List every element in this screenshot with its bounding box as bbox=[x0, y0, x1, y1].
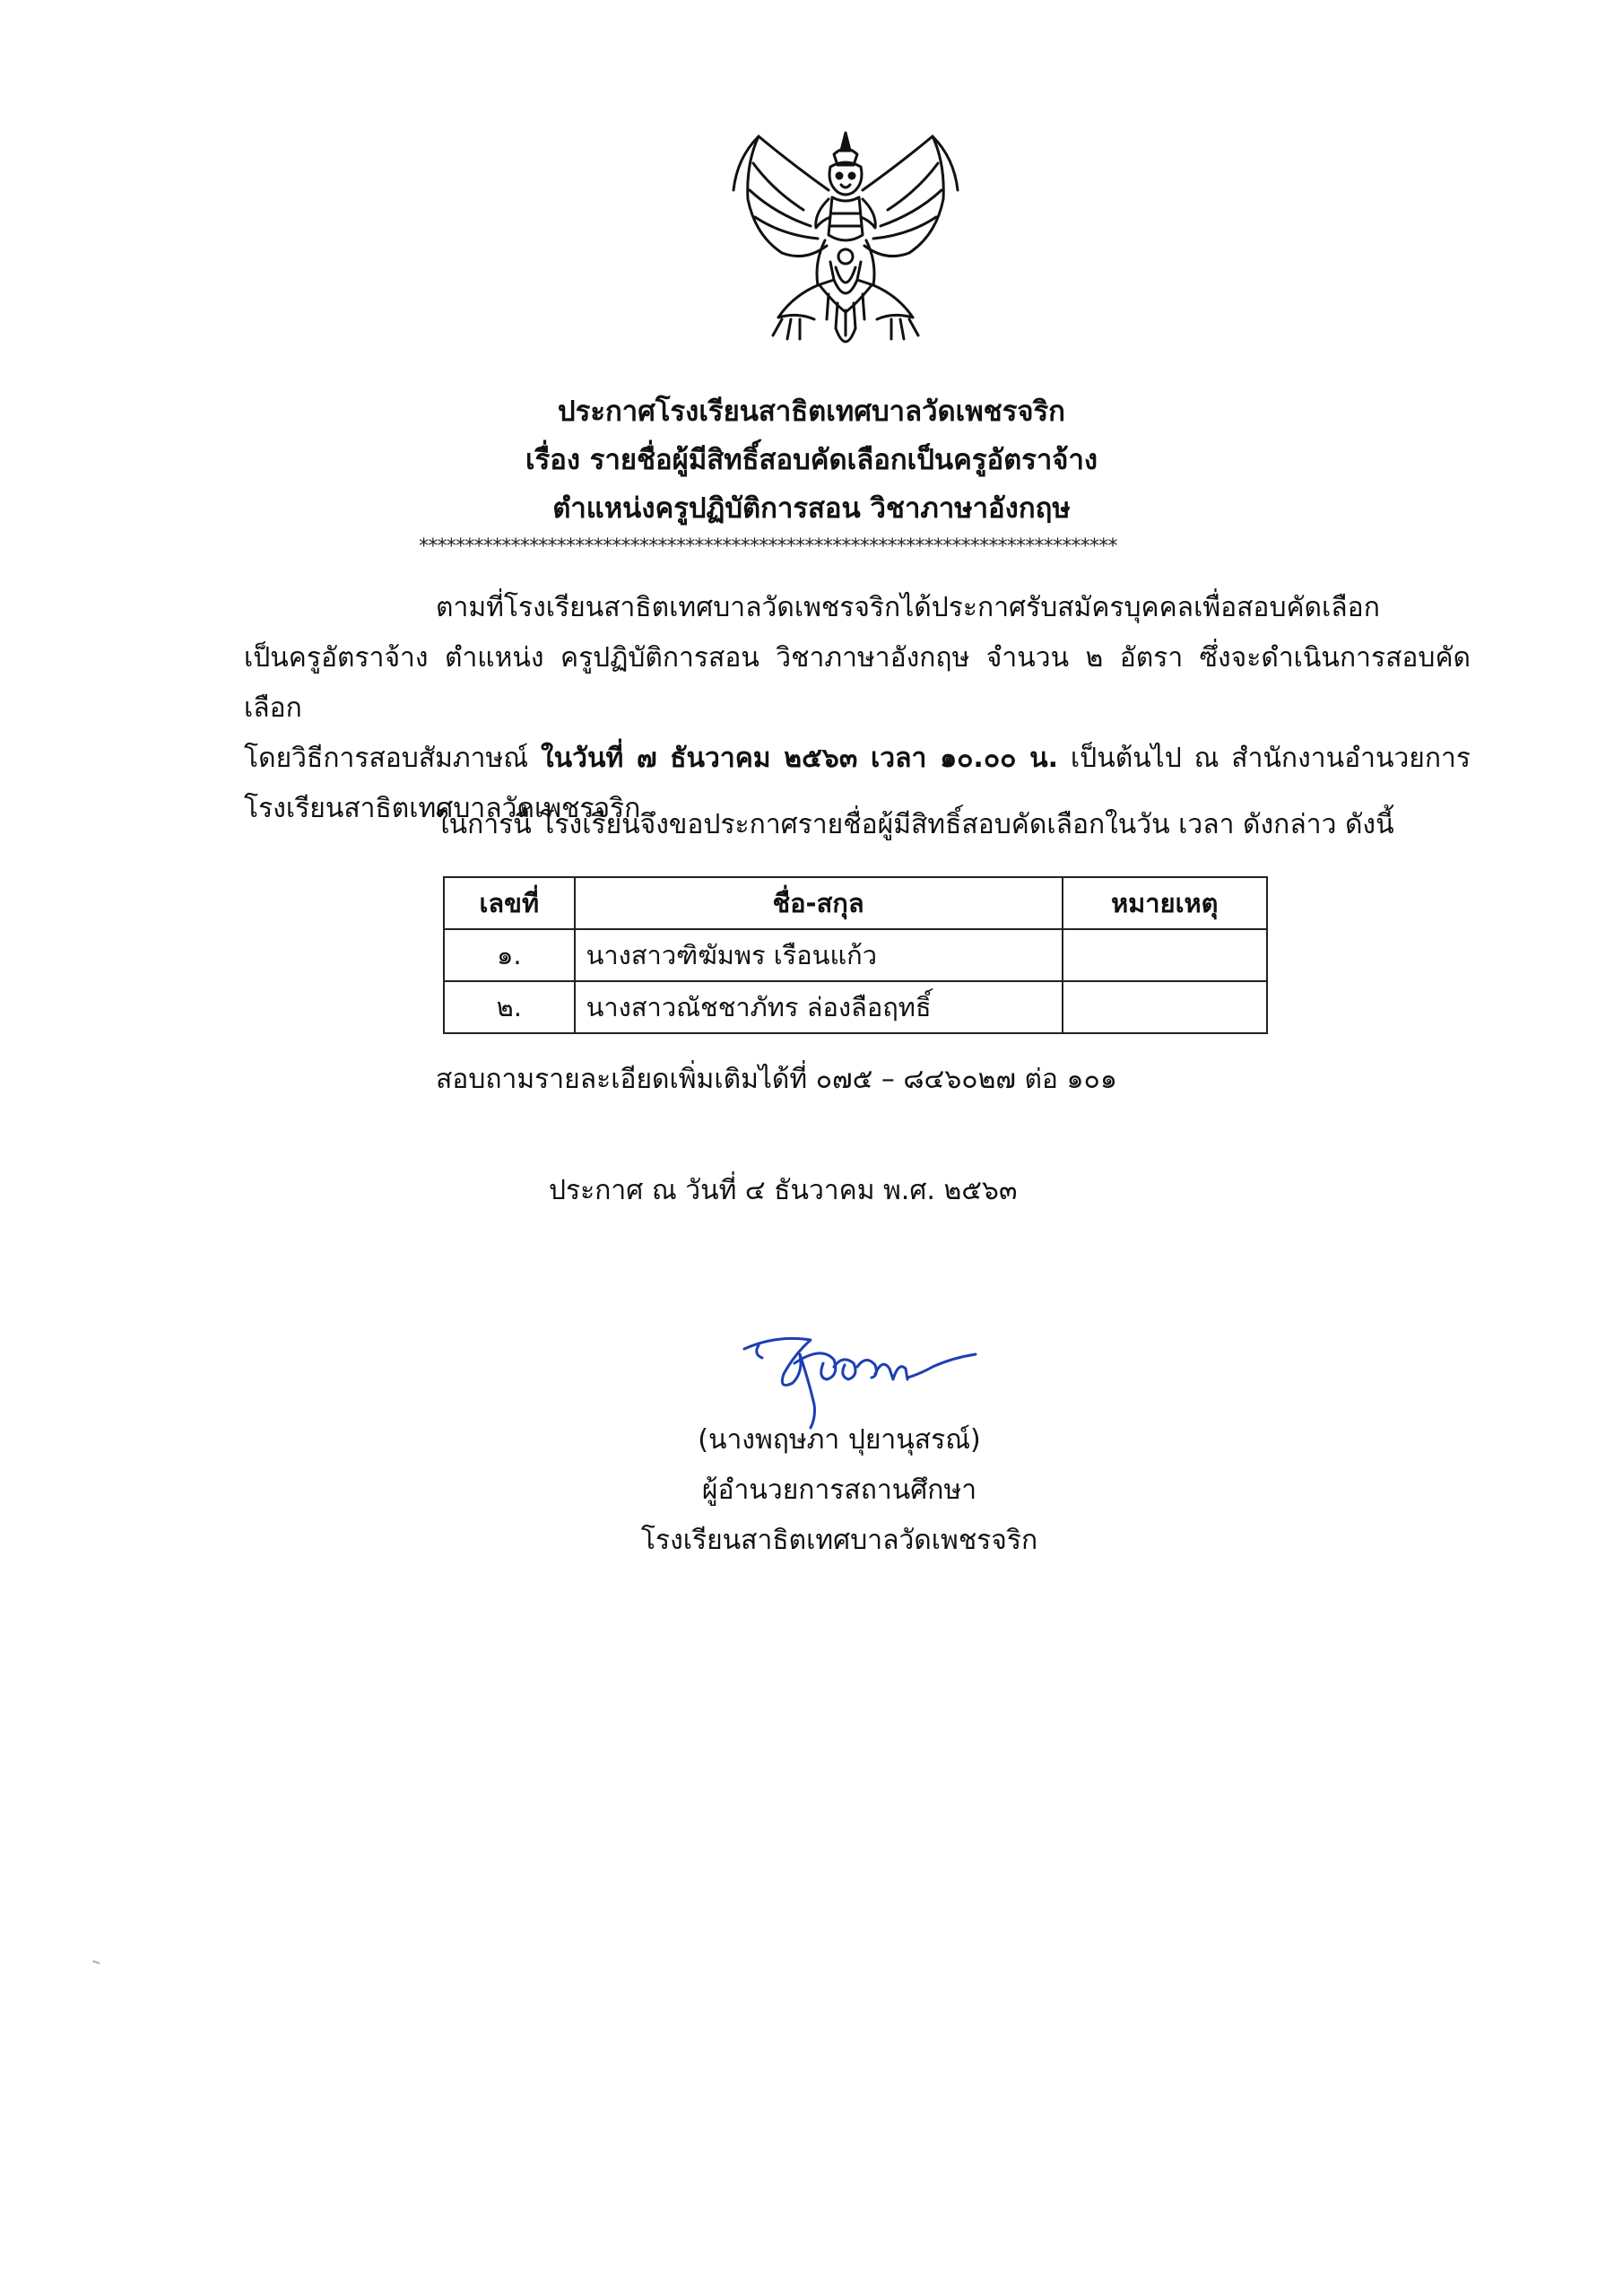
intro-line-3-pre: โดยวิธีการสอบสัมภาษณ์ bbox=[244, 743, 529, 774]
row-name: นางสาวณัชชาภัทร ล่องลือฤทธิ์ bbox=[575, 981, 1063, 1033]
intro-line-3-post: เป็นต้นไป ณ สำนักงานอำนวยการ bbox=[1070, 743, 1471, 774]
row-number: ๒. bbox=[444, 981, 575, 1033]
column-header-number: เลขที่ bbox=[444, 877, 575, 929]
signer-name: (นางพฤษภา ปุยานุสรณ์) bbox=[698, 1424, 981, 1456]
table-header-row bbox=[444, 877, 1267, 929]
candidate-table bbox=[443, 876, 1268, 1034]
scan-speck bbox=[92, 1957, 101, 1964]
separator-line: **************************************************************************** bbox=[418, 535, 1116, 558]
table-row bbox=[444, 981, 1267, 1033]
signer-title: ผู้อำนวยการสถานศึกษา bbox=[701, 1474, 977, 1506]
intro-line-3 bbox=[244, 734, 1471, 784]
row-number: ๑. bbox=[444, 929, 575, 981]
announcement-header bbox=[0, 387, 1623, 533]
date-line: ประกาศ ณ วันที่ ๔ ธันวาคม พ.ศ. ๒๕๖๓ bbox=[549, 1175, 1018, 1206]
announcement-title: ประกาศโรงเรียนสาธิตเทศบาลวัดเพชรจริก bbox=[558, 396, 1065, 428]
row-note bbox=[1063, 929, 1268, 981]
column-header-note: หมายเหตุ bbox=[1063, 877, 1268, 929]
announcement-subject: เรื่อง รายชื่อผู้มีสิทธิ์สอบคัดเลือกเป็นครูอัตราจ้าง bbox=[525, 444, 1098, 476]
table-row bbox=[444, 929, 1267, 981]
exam-datetime: ในวันที่ ๗ ธันวาคม ๒๕๖๓ เวลา ๑๐.๐๐ น. bbox=[540, 743, 1059, 774]
row-note bbox=[1063, 981, 1268, 1033]
intro-line-4: โรงเรียนสาธิตเทศบาลวัดเพชรจริก bbox=[244, 793, 641, 824]
contact-line: สอบถามรายละเอียดเพิ่มเติมได้ที่ ๐๗๕ – ๘๔๖๐๒๗ ต่อ ๑๐๑ bbox=[436, 1064, 1117, 1095]
column-header-name: ชื่อ-สกุล bbox=[575, 877, 1063, 929]
row-name: นางสาวฑิฆัมพร เรือนแก้ว bbox=[575, 929, 1063, 981]
signer-organization: โรงเรียนสาธิตเทศบาลวัดเพชรจริก bbox=[640, 1525, 1038, 1556]
announcement-position: ตำแหน่งครูปฏิบัติการสอน วิชาภาษาอังกฤษ bbox=[552, 492, 1071, 525]
signer-block bbox=[0, 1415, 1623, 1566]
intro-line-1: ตามที่โรงเรียนสาธิตเทศบาลวัดเพชรจริกได้ประกาศรับสมัครบุคคลเพื่อสอบคัดเลือก bbox=[436, 592, 1380, 623]
announce-line: ในการนี้ โรงเรียนจึงขอประกาศรายชื่อผู้มีสิทธิ์สอบคัดเลือกในวัน เวลา ดังกล่าว ดังนี้ bbox=[436, 809, 1394, 840]
intro-paragraph bbox=[244, 583, 1471, 834]
garuda-emblem-icon bbox=[728, 127, 963, 359]
intro-line-2: เป็นครูอัตราจ้าง ตำแหน่ง ครูปฏิบัติการสอน วิชาภาษาอังกฤษ จำนวน ๒ อัตรา ซึ่งจะดำเนินการสอบคัดเลือก bbox=[244, 642, 1471, 724]
